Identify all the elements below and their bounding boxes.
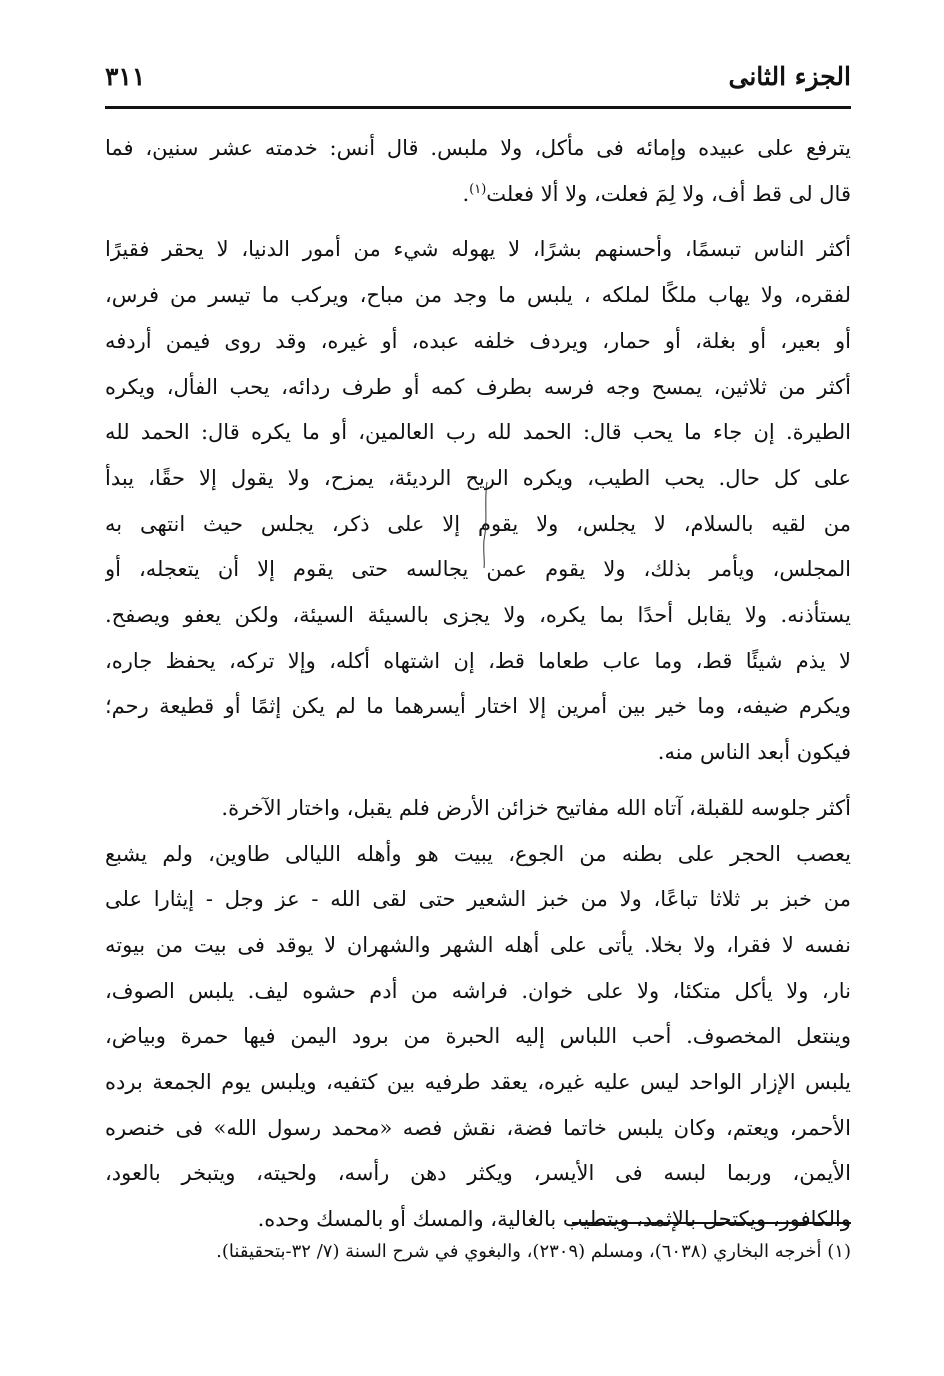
footnote: (١) أخرجه البخاري (٦٠٣٨)، ومسلم (٢٣٠٩)، والبغوي في شرح السنة (٧/ ٣٢-بتحقيقنا). xyxy=(216,1241,851,1262)
text-line: الأيمن، وربما لبسه فى الأيسر، ويكثر دهن رأسه، ولحيته، ويتبخر بالعود، xyxy=(105,1161,851,1186)
text-line: من خبز بر ثلاثا تباعًا، ولا من خبز الشعير حتى لقى الله - عز وجل - إيثارا على xyxy=(105,887,851,912)
text-line: أكثر من ثلاثين، يمسح وجه فرسه بطرف كمه أو طرف ردائه، يحب الفأل، ويكره xyxy=(105,374,851,399)
text-line: نار، ولا يأكل متكئا، ولا على خوان. فراشه من أدم حشوه ليف. يلبس الصوف، xyxy=(105,978,851,1003)
text-line: ويكرم ضيفه، وما خير بين أمرين إلا اختار أيسرهما ما لم يكن إثمًا أو قطيعة رحم؛ xyxy=(105,694,851,719)
text-line xyxy=(105,172,851,218)
text-line: يترفع على عبيده وإمائه فى مأكل، ولا ملبس. قال أنس: خدمته عشر سنين، فما xyxy=(105,136,851,160)
text-line: فيكون أبعد الناس منه. xyxy=(657,740,851,765)
text-line: يستأذنه. ولا يقابل أحدًا بما يكره، ولا يجزى بالسيئة السيئة، ولكن يعفو ويصفح. xyxy=(105,603,851,628)
paragraph-4 xyxy=(105,832,851,1243)
paragraph-1 xyxy=(105,126,851,217)
text-line: أكثر الناس تبسمًا، وأحسنهم بشرًا، لا يهوله شيء من أمور الدنيا، لا يحقر فقيرًا xyxy=(105,237,851,262)
footnote-reference: (١) xyxy=(469,181,487,197)
text-line: يلبس الإزار الواحد ليس عليه غيره، يعقد طرفيه بين كتفيه، ويلبس يوم الجمعة برده xyxy=(105,1070,851,1095)
text-line: وينتعل المخصوف. أحب اللباس إليه الحبرة من برود اليمن فيها حمرة وبياض، xyxy=(105,1024,851,1049)
body-text xyxy=(105,126,851,1243)
text-line: على كل حال. يحب الطيب، ويكره الريح الرديئة، يمزح، ولا يقول إلا حقًا، يبدأ xyxy=(105,465,851,490)
footnote-rule xyxy=(572,1222,851,1224)
pen-mark-icon xyxy=(478,480,492,570)
text-line: والكافور، ويكتحل بالإثمد، ويتطيب بالغالية، والمسك أو بالمسك وحده. xyxy=(257,1207,851,1232)
text-line: نفسه لا فقرا، ولا بخلا. يأتى على أهله الشهر والشهران لا يوقد فى بيت من بيوته xyxy=(105,932,851,957)
text-line-end: . xyxy=(462,181,470,206)
page-number: ٣١١ xyxy=(105,62,146,91)
running-title: الجزء الثانى xyxy=(728,62,851,91)
text-line: الأحمر، ويعتم، وكان يلبس خاتما فضة، نقش فصه «محمد رسول الله» فى خنصره xyxy=(105,1115,851,1140)
text-line-body: قال لى قط أف، ولا لِمَ فعلت، ولا ألا فعلت xyxy=(486,181,851,206)
text-line: يعصب الحجر على بطنه من الجوع، يبيت هو وأهله الليالى طاوين، ولم يشبع xyxy=(105,841,851,866)
text-line: أو بعير، أو بغلة، أو حمار، ويردف خلفه عبده، أو غيره، وقد روى فيمن أردفه xyxy=(105,328,851,353)
page-header xyxy=(105,60,851,100)
text-line: أكثر جلوسه للقبلة، آتاه الله مفاتيح خزائن الأرض فلم يقبل، واختار الآخرة. xyxy=(221,795,851,820)
text-line: لا يذم شيئًا قط، وما عاب طعاما قط، إن اشتهاه أكله، وإلا تركه، يحفظ جاره، xyxy=(105,648,851,673)
text-line: الطيرة. إن جاء ما يحب قال: الحمد لله رب العالمين، أو ما يكره قال: الحمد لله xyxy=(105,420,851,445)
text-line: من لقيه بالسلام، لا يجلس، ولا يقوم إلا على ذكر، يجلس حيث انتهى به xyxy=(105,511,851,536)
text-line: لفقره، ولا يهاب ملكًا لملكه ، يلبس ما وجد من مباح، ويركب ما تيسر من فرس، xyxy=(105,283,851,308)
header-rule xyxy=(105,106,851,109)
text-line: المجلس، ويأمر بذلك، ولا يقوم عمن يجالسه حتى يقوم إلا أن يتعجله، أو xyxy=(105,557,851,582)
paragraph-3 xyxy=(105,786,851,832)
